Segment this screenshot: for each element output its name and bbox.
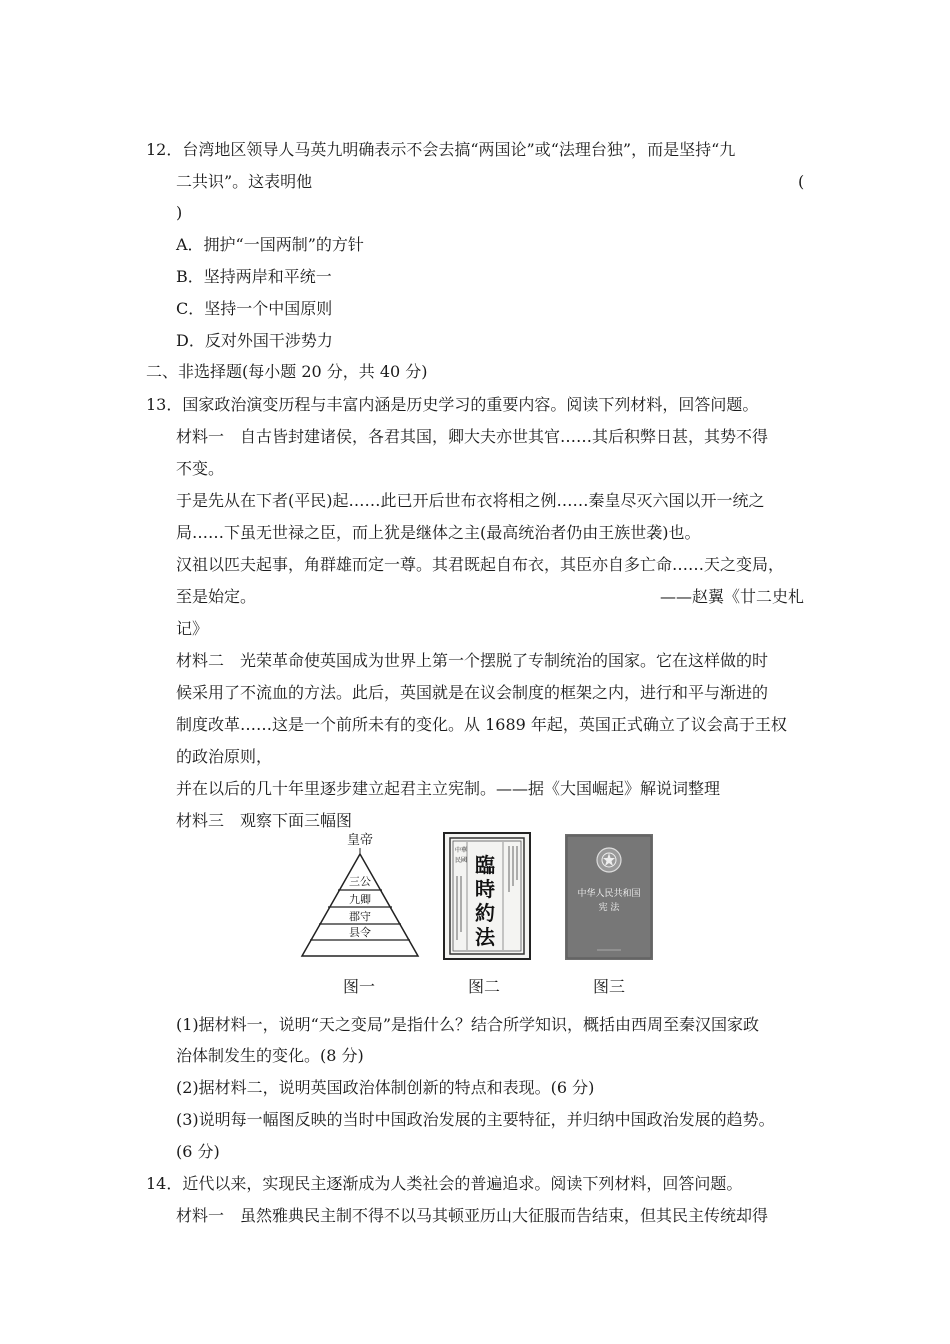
- national-emblem-icon: [597, 848, 621, 872]
- q13-subquestion-line: (2)据材料二，说明英国政治体制创新的特点和表现。(6 分): [176, 1078, 595, 1097]
- q13-subquestion-line: (1)据材料一，说明“天之变局”是指什么？结合所学知识，概括由西周至秦汉国家政: [176, 1015, 760, 1034]
- q12-answer-paren-close: ): [176, 203, 183, 222]
- q13-material1-line: 局……下虽无世禄之臣，而上犹是继体之主(最高统治者仍由王族世袭)也。: [176, 523, 701, 542]
- pyramid-top-label: 皇帝: [346, 833, 374, 848]
- figure2-provisional-constitution-cover: [443, 832, 531, 960]
- q12-option-d: D．反对外国干涉势力: [176, 331, 333, 350]
- figure1-caption: 图一: [343, 977, 376, 996]
- q12-stem-line1: 12．台湾地区领导人马英九明确表示不会去搞“两国论”或“法理台独”，而是坚持“九: [146, 140, 736, 159]
- q13-material2-line: 的政治原则，: [176, 747, 273, 766]
- q13-material1-line: 汉祖以匹夫起事，角群雄而定一尊。其君既起自布衣，其臣亦自多亡命……天之变局，: [176, 555, 785, 574]
- q13-subquestion-line: 治体制发生的变化。(8 分): [176, 1046, 364, 1065]
- q13-material1-line: 不变。: [176, 459, 225, 478]
- q12-stem-line2: 二共识”。这表明他: [176, 172, 313, 191]
- figure1-pyramid: [300, 832, 420, 960]
- q13-material1-line: 材料一 自古皆封建诸侯，各君其国，卿大夫亦世其官……其后积弊日甚，其势不得: [176, 427, 769, 446]
- cover-title-char: 時: [475, 877, 495, 901]
- pyramid-level-label: 九卿: [349, 893, 371, 906]
- q14-intro: 14．近代以来，实现民主逐渐成为人类社会的普遍追求。阅读下列材料，回答问题。: [146, 1174, 743, 1193]
- q13-subquestion-line: (3)说明每一幅图反映的当时中国政治发展的主要特征，并归纳中国政治发展的趋势。: [176, 1110, 775, 1129]
- q13-material1-line: 于是先从在下者(平民)起……此已开后世布衣将相之例……秦皇尽灭六国以开一统之: [176, 491, 765, 510]
- q13-material1-line: 至是始定。: [176, 587, 257, 606]
- pyramid-level-label: 县令: [349, 926, 371, 939]
- q13-material2-line: 并在以后的几十年里逐步建立起君主立宪制。——据《大国崛起》解说词整理: [176, 779, 721, 798]
- q14-material1-line: 材料一 虽然雅典民主制不得不以马其顿亚历山大征服而告结束，但其民主传统却得: [176, 1206, 769, 1225]
- figure3-caption: 图三: [593, 977, 626, 996]
- q13-material1-source-cont: 记》: [176, 619, 209, 638]
- q13-material2-line: 材料二 光荣革命使英国成为世界上第一个摆脱了专制统治的国家。它在这样做的时: [176, 651, 769, 670]
- pyramid-level-label: 三公: [349, 875, 371, 888]
- cover-title-char: 臨: [475, 853, 495, 877]
- q12-option-b: B．坚持两岸和平统一: [176, 267, 332, 286]
- figure2-caption: 图二: [468, 977, 501, 996]
- q13-subquestion-line: (6 分): [176, 1142, 220, 1161]
- q13-intro: 13．国家政治演变历程与丰富内涵是历史学习的重要内容。阅读下列材料，回答问题。: [146, 395, 759, 414]
- cover-small-top: 中華: [454, 847, 468, 854]
- q13-material1-source: ——赵翼《廿二史札: [660, 587, 805, 606]
- figure3-constitution-book-cover: [565, 834, 653, 960]
- cover-title-char: 法: [475, 925, 495, 949]
- cover-small-left: 民國: [454, 857, 468, 864]
- constitution-title-line1: 中华人民共和国: [577, 889, 641, 899]
- constitution-title-line2: 宪 法: [598, 903, 620, 913]
- q13-material3-heading: 材料三 观察下面三幅图: [176, 811, 353, 830]
- q12-option-a: A．拥护“一国两制”的方针: [176, 235, 364, 254]
- cover-title-char: 約: [475, 901, 495, 925]
- q12-answer-paren-open: (: [798, 172, 805, 191]
- q13-material2-line: 制度改革……这是一个前所未有的变化。从 1689 年起，英国正式确立了议会高于王权: [176, 715, 787, 734]
- section-heading: 二、非选择题(每小题 20 分，共 40 分): [146, 362, 428, 381]
- q12-option-c: C．坚持一个中国原则: [176, 299, 333, 318]
- q13-material2-line: 候采用了不流血的方法。此后，英国就是在议会制度的框架之内，进行和平与渐进的: [176, 683, 769, 702]
- pyramid-level-label: 郡守: [349, 910, 371, 923]
